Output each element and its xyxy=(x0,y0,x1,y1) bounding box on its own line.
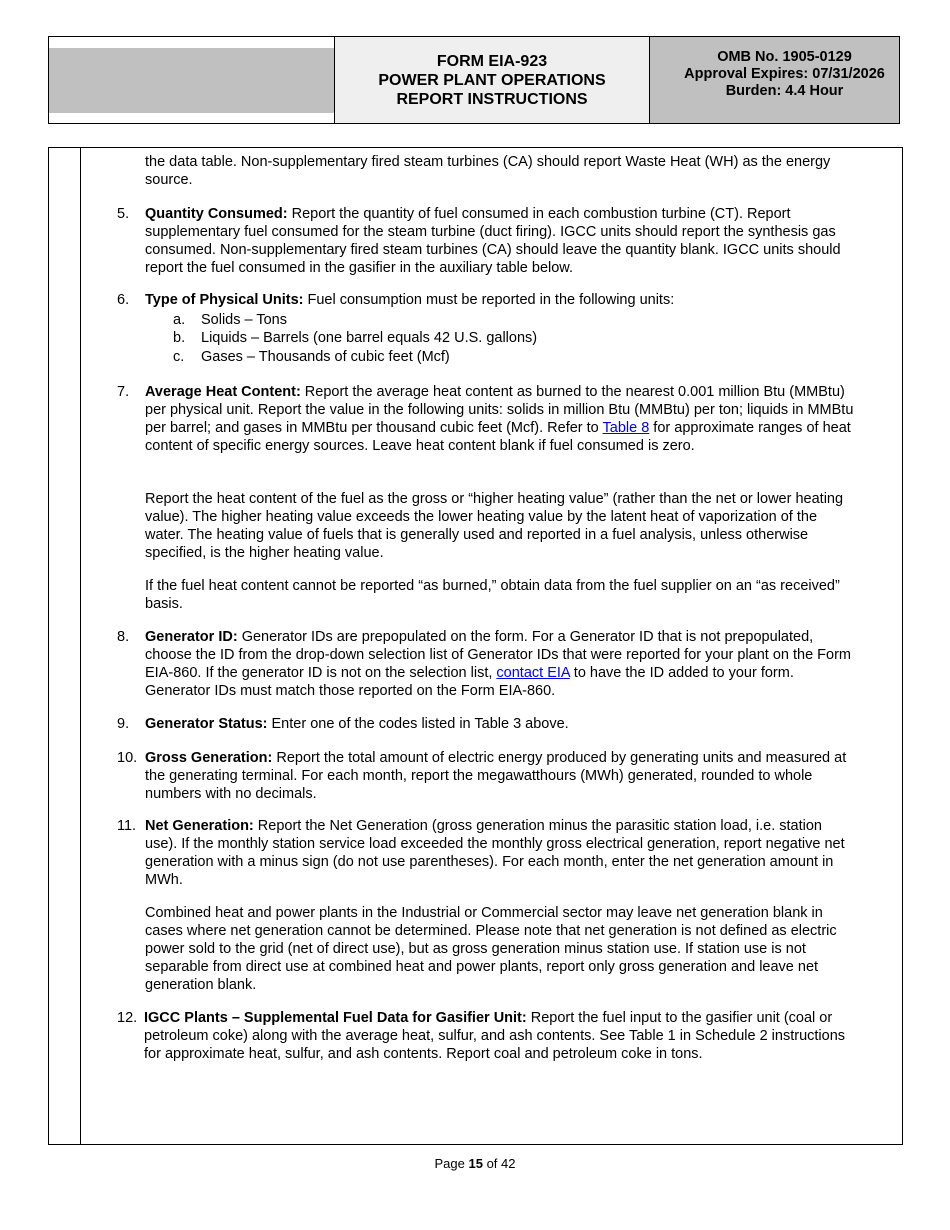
item-paragraph: Report the heat content of the fuel as the gross or “higher heating value” (rather than the net or lower heating value). The higher heating value exceeds the lower heating value by the latent heat of vaporization of the water. The heating value of fuels that is generally used and reported in a fuel analysis, unless otherwise specified, is the higher heating value. xyxy=(145,491,844,561)
item-number: 5. xyxy=(117,206,130,222)
item-heat-content xyxy=(145,383,857,455)
item-number: 11. xyxy=(117,818,137,834)
item-paragraph: Combined heat and power plants in the Industrial or Commercial sector may leave net generation blank in cases where net generation cannot be determined. Please note that net generation is not defined as electric power sold to the grid (net of direct use), but as gross generation minus station use. If station use is not separable from direct use at combined heat and power plants, report only gross generation and leave net generation blank. xyxy=(145,905,837,993)
form-header xyxy=(48,36,900,124)
item-label: Gross Generation: xyxy=(145,750,273,766)
page-prefix: Page xyxy=(434,1156,469,1171)
item-igcc-plants xyxy=(144,1009,856,1063)
item-number: 9. xyxy=(117,716,130,732)
item-label: Net Generation: xyxy=(145,818,254,834)
sub-text: Liquids – Barrels (one barrel equals 42 U.S. gallons) xyxy=(201,330,538,346)
item-text: to have the ID added to your form. Generator IDs must match those reported on the Form EIA-860. xyxy=(145,665,794,699)
sub-letter: c. xyxy=(173,349,185,365)
item-text: Report the total amount of electric energy produced by generating units and measured at the generating terminal. For each month, report the megawatthours (MWh) generated, rounded to whole numbers with no decimals. xyxy=(145,750,847,802)
current-page: 15 xyxy=(468,1156,483,1171)
item-net-generation xyxy=(145,817,857,889)
item-text: Fuel consumption must be reported in the following units: xyxy=(303,292,675,308)
item-text: Enter one of the codes listed in Table 3 above. xyxy=(267,716,569,732)
item-gross-generation xyxy=(145,749,857,803)
item-paragraph: If the fuel heat content cannot be reported “as burned,” obtain data from the fuel supplier on an “as received” basis. xyxy=(145,578,840,612)
sub-item xyxy=(173,311,287,329)
item-quantity-consumed xyxy=(145,205,857,277)
item-generator-status xyxy=(145,715,857,733)
header-logo-area xyxy=(49,37,335,123)
item-label: Generator Status: xyxy=(145,716,268,732)
form-subtitle: REPORT INSTRUCTIONS xyxy=(396,91,588,108)
item-physical-units xyxy=(145,291,857,309)
header-gray-band xyxy=(49,48,334,113)
omb-number: OMB No. 1905-0129 xyxy=(717,49,852,65)
item-text: Report the fuel input to the gasifier unit (coal or petroleum coke) along with the average heat, sulfur, and ash contents. See Table 1 in Schedule 2 instructions for approximate heat, sulfur, and ash contents. Report coal and petroleum coke in tons. xyxy=(144,1010,846,1062)
sub-text: Solids – Tons xyxy=(201,312,287,328)
item-number: 10. xyxy=(117,750,138,766)
item-number: 12. xyxy=(117,1010,138,1026)
burden: Burden: 4.4 Hour xyxy=(725,83,844,99)
margin-divider xyxy=(80,147,81,1145)
item-number: 6. xyxy=(117,292,130,308)
item-text: Generator IDs are prepopulated on the form. For a Generator ID that is not prepopulated, choose the ID from the drop-down selection list of Generator IDs that were reported for your plant on the Form EIA-860. If the generator ID is not on the selection list, xyxy=(145,629,852,681)
omb-info xyxy=(650,37,899,123)
sub-item xyxy=(173,329,537,347)
item-number: 8. xyxy=(117,629,130,645)
item-number: 7. xyxy=(117,384,130,400)
form-name: POWER PLANT OPERATIONS xyxy=(378,72,606,89)
form-number: FORM EIA-923 xyxy=(436,53,548,70)
item-label: Generator ID: xyxy=(145,629,238,645)
page-total: of 42 xyxy=(482,1156,516,1171)
sub-item xyxy=(173,348,450,366)
continuation-text: the data table. Non-supplementary fired steam turbines (CA) should report Waste Heat (WH) as the energy source. xyxy=(145,154,831,188)
sub-text: Gases – Thousands of cubic feet (Mcf) xyxy=(201,349,450,365)
page-number xyxy=(0,1156,950,1171)
table-8-link[interactable]: Table 8 xyxy=(602,420,650,436)
sub-letter: a. xyxy=(173,312,186,328)
contact-eia-link[interactable]: contact EIA xyxy=(496,665,570,681)
item-label: IGCC Plants – Supplemental Fuel Data for Gasifier Unit: xyxy=(144,1010,527,1026)
item-label: Type of Physical Units: xyxy=(145,292,304,308)
item-text: for approximate ranges of heat content of specific energy sources. Leave heat content blank if fuel consumed is zero. xyxy=(145,420,851,454)
form-title xyxy=(335,37,650,123)
item-label: Average Heat Content: xyxy=(145,384,301,400)
approval-expires: Approval Expires: 07/31/2026 xyxy=(684,66,885,82)
sub-letter: b. xyxy=(173,330,186,346)
item-text: Report the average heat content as burned to the nearest 0.001 million Btu (MMBtu) per physical unit. Report the value in the following units: solids in million Btu (MMBtu) per ton; liquids in MMBtu per barrel; and gases in MMBtu per thousand cubic feet (Mcf). Refer to xyxy=(145,384,854,436)
item-generator-id xyxy=(145,628,857,700)
item-text: Report the quantity of fuel consumed in each combustion turbine (CT). Report supplementary fuel consumed for the steam turbine (duct firing). IGCC units should report the synthesis gas consumed. Non-supplementary fired steam turbines (CA) should leave the quantity blank. IGCC units should report the fuel consumed in the gasifier in the auxiliary table below. xyxy=(145,206,841,276)
item-text: Report the Net Generation (gross generation minus the parasitic station load, i.e. station use). If the monthly station service load exceeded the monthly gross electrical generation, report negative net generation with a minus sign (do not use parentheses). For each month, enter the net generation amount in MWh. xyxy=(145,818,845,888)
item-label: Quantity Consumed: xyxy=(145,206,288,222)
